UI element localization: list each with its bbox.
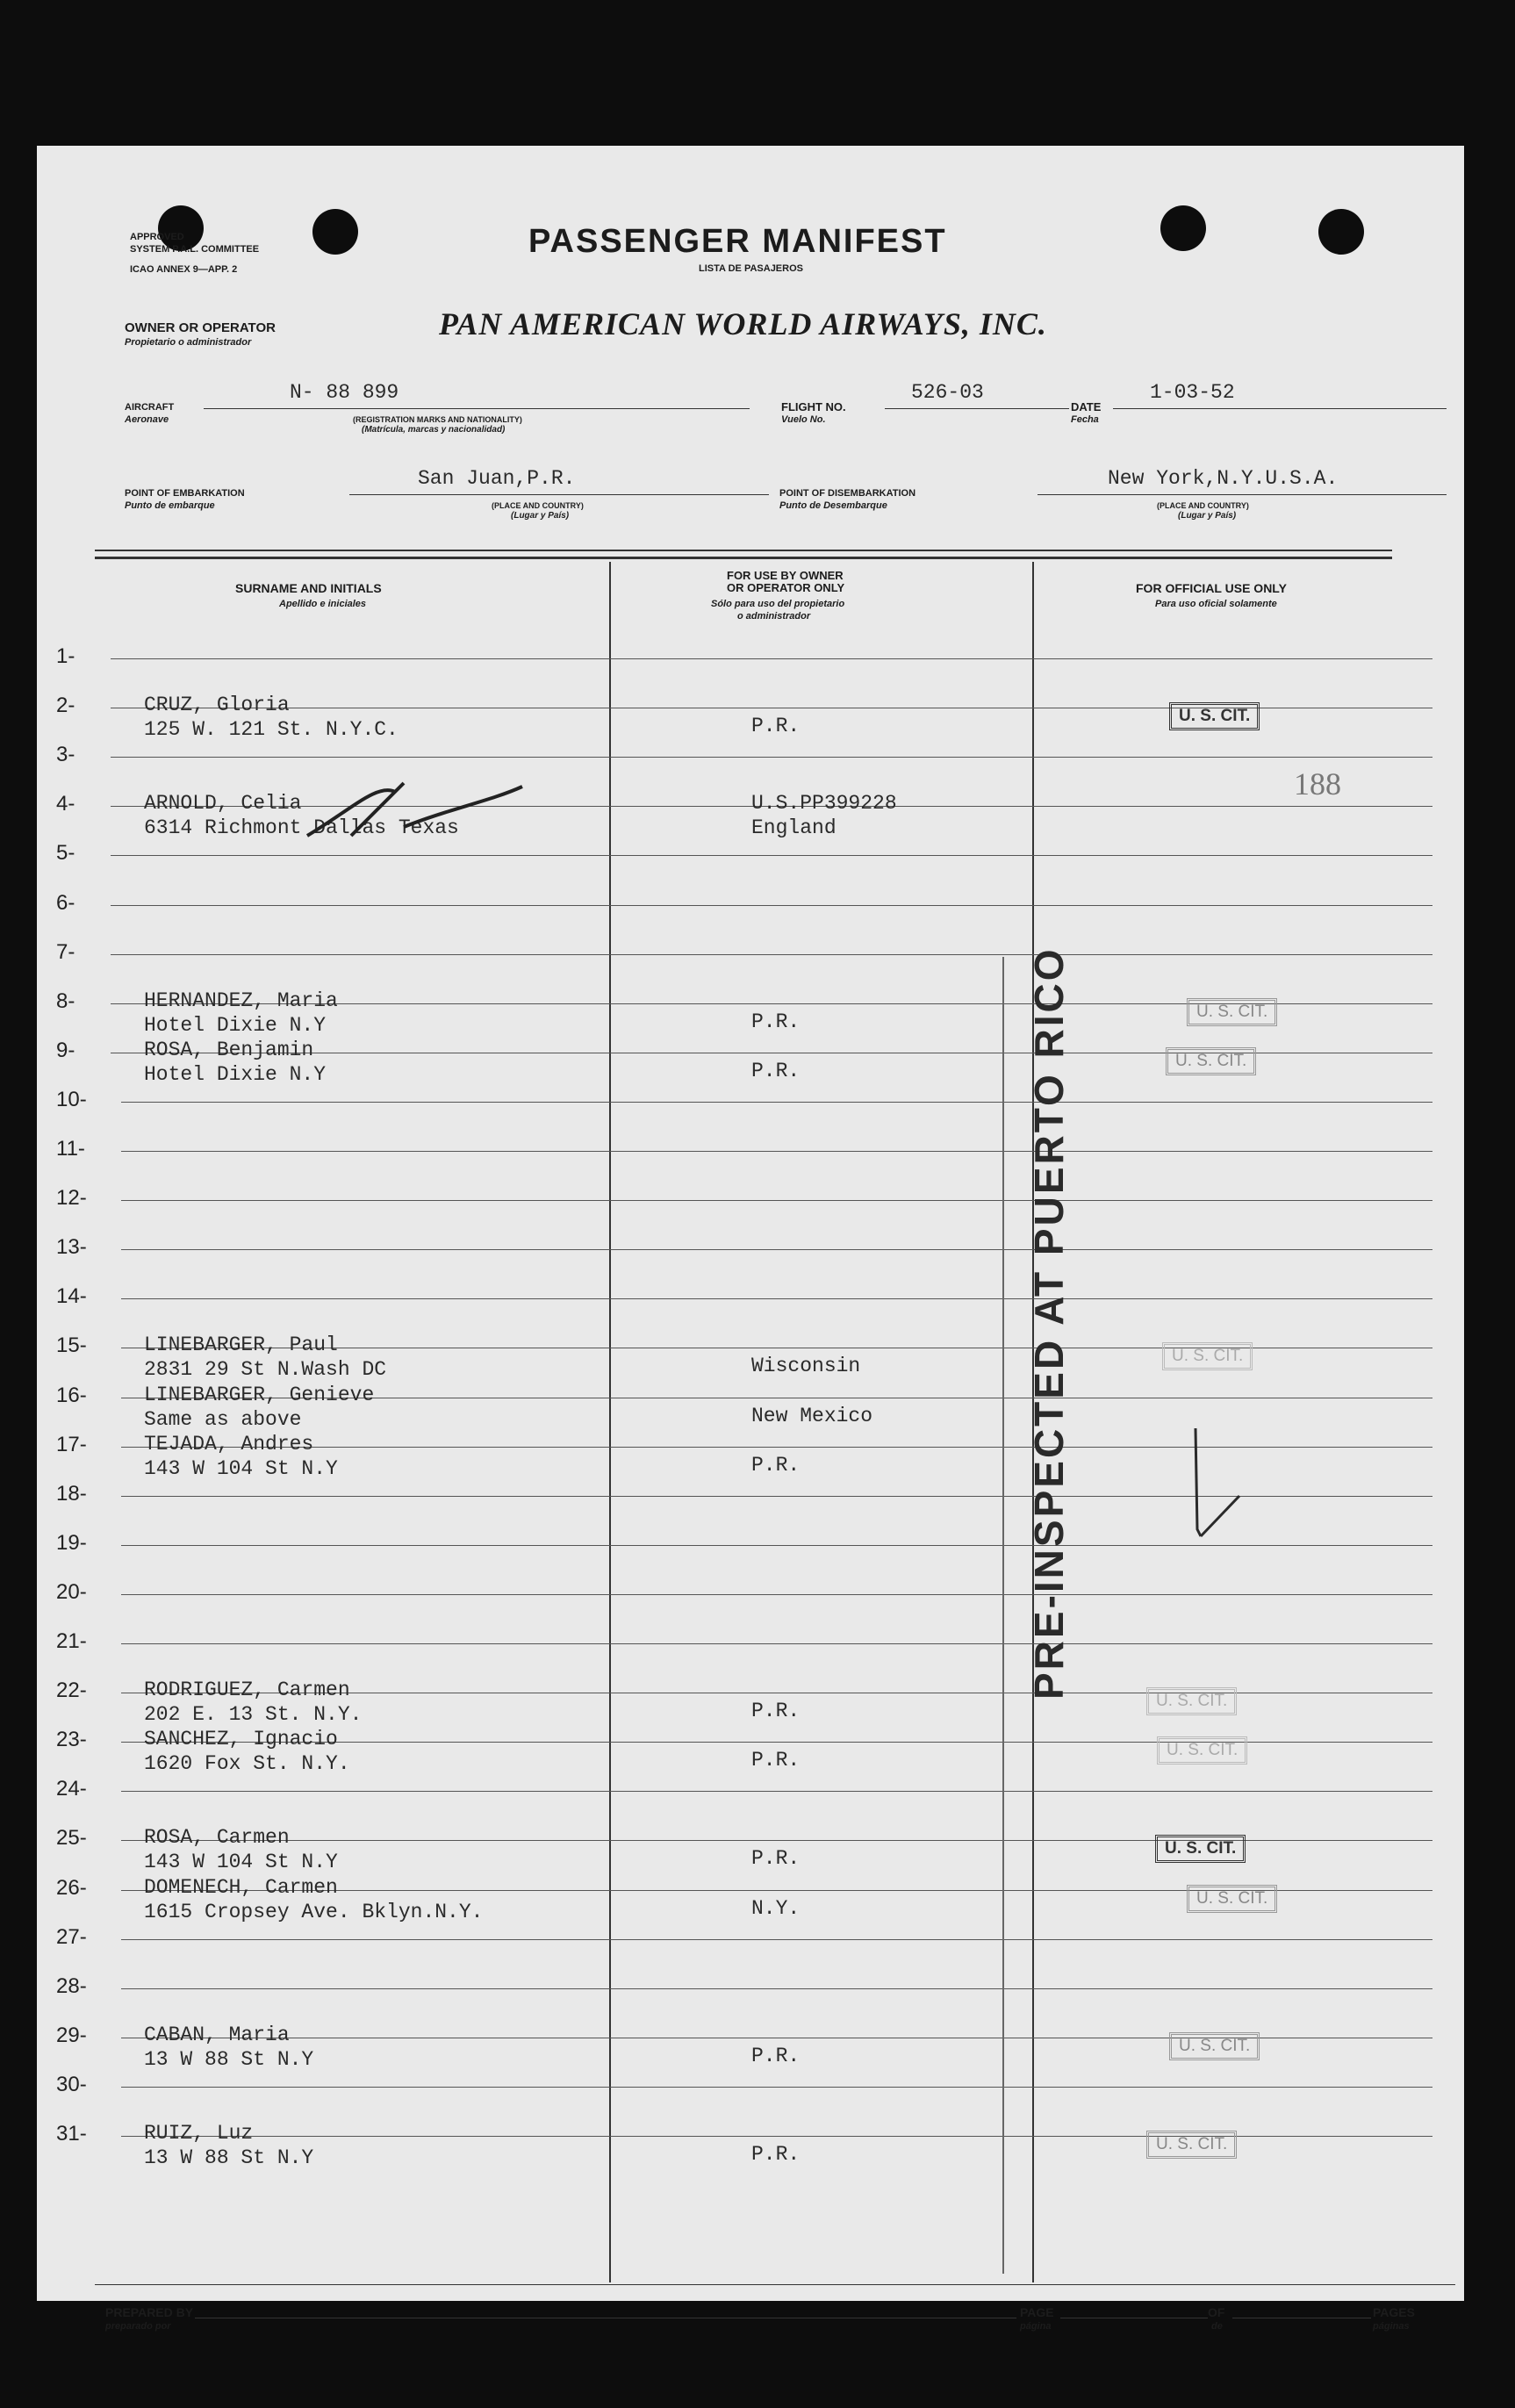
handwritten-number: 188: [1294, 766, 1341, 801]
row-number: 19-: [56, 1531, 87, 1555]
date-line: [1113, 408, 1447, 409]
pre-inspected-stamp: PRE-INSPECTED AT PUERTO RICO: [1026, 946, 1072, 1700]
strike-mark: [298, 774, 527, 845]
passenger-address: 125 W. 121 St. N.Y.C.: [144, 718, 398, 741]
footer-rule: [95, 2284, 1455, 2285]
row-number: 21-: [56, 1629, 87, 1653]
row-number: 30-: [56, 2073, 87, 2096]
disembark-place-sub: (Lugar y País): [1178, 511, 1237, 521]
row-number: 18-: [56, 1482, 87, 1506]
aircraft-sub: Aeronave: [125, 414, 169, 425]
row-number: 25-: [56, 1826, 87, 1850]
page-label: PAGE: [1020, 2305, 1054, 2319]
column-owner-sub: Sólo para uso del propietario: [711, 599, 845, 609]
row-number: 2-: [56, 694, 75, 717]
date-label: DATE: [1071, 400, 1102, 413]
passenger-address: 1615 Cropsey Ave. Bklyn.N.Y.: [144, 1901, 484, 1923]
owner-use-entry: P.R.: [751, 1454, 801, 1477]
owner-use-entry: P.R.: [751, 1700, 801, 1722]
row-number: 14-: [56, 1284, 87, 1308]
registration-sub: (Matrícula, marcas y nacionalidad): [362, 425, 506, 435]
column-owner-header: FOR USE BY OWNER: [727, 569, 844, 582]
embark-value: San Juan,P.R.: [418, 467, 576, 490]
us-citizen-stamp: U. S. CIT.: [1146, 2131, 1237, 2159]
passenger-address: 1620 Fox St. N.Y.: [144, 1752, 350, 1775]
us-citizen-stamp: U. S. CIT.: [1187, 1885, 1277, 1913]
passenger-name: LINEBARGER, Genieve: [144, 1384, 375, 1406]
table-top-rule: [95, 557, 1392, 559]
passenger-name: RUIZ, Luz: [144, 2122, 254, 2145]
passenger-name: DOMENECH, Carmen: [144, 1876, 338, 1899]
punch-hole: [1160, 205, 1206, 251]
us-citizen-stamp: U. S. CIT.: [1146, 1687, 1237, 1715]
row-line: [111, 855, 1432, 856]
column-divider: [609, 562, 611, 2282]
passenger-address: 13 W 88 St N.Y: [144, 2048, 314, 2071]
embark-place-sub: (Lugar y País): [511, 511, 570, 521]
owner-use-entry: P.R.: [751, 1749, 801, 1772]
row-line: [121, 1594, 1432, 1595]
table-top-rule: [95, 550, 1392, 551]
us-citizen-stamp: U. S. CIT.: [1187, 998, 1277, 1026]
embark-sub: Punto de embarque: [125, 500, 215, 511]
passenger-address: 2831 29 St N.Wash DC: [144, 1358, 387, 1381]
date-sub: Fecha: [1071, 414, 1099, 425]
passenger-address: 143 W 104 St N.Y: [144, 1851, 338, 1873]
disembark-label: POINT OF DISEMBARKATION: [779, 488, 916, 499]
flight-label: FLIGHT NO.: [781, 400, 846, 413]
row-number: 29-: [56, 2023, 87, 2047]
owner-use-entry: New Mexico: [751, 1405, 873, 1427]
of-sub: de: [1211, 2321, 1223, 2332]
owner-value: PAN AMERICAN WORLD AIRWAYS, INC.: [439, 306, 1047, 341]
disembark-value: New York,N.Y.U.S.A.: [1108, 467, 1339, 490]
row-number: 8-: [56, 989, 75, 1013]
row-number: 26-: [56, 1876, 87, 1900]
row-line: [121, 1249, 1432, 1250]
passenger-name: ROSA, Carmen: [144, 1826, 290, 1849]
row-number: 9-: [56, 1039, 75, 1062]
embark-place-label: (PLACE AND COUNTRY): [492, 501, 584, 510]
row-line: [121, 1200, 1432, 1201]
passenger-address: Same as above: [144, 1408, 302, 1431]
us-citizen-stamp: U. S. CIT.: [1169, 2032, 1260, 2060]
page-subtitle: LISTA DE PASAJEROS: [699, 263, 803, 274]
owner-use-entry: England: [751, 816, 836, 839]
row-number: 31-: [56, 2122, 87, 2146]
embark-line: [349, 494, 769, 495]
of-label: OF: [1208, 2305, 1225, 2319]
approval-line: SYSTEM P.A.L. COMMITTEE: [130, 244, 260, 255]
column-owner-header: OR OPERATOR ONLY: [727, 581, 845, 594]
passenger-name: LINEBARGER, Paul: [144, 1333, 338, 1356]
row-line: [111, 905, 1432, 906]
row-number: 22-: [56, 1678, 87, 1702]
row-number: 20-: [56, 1580, 87, 1604]
us-citizen-stamp: U. S. CIT.: [1166, 1047, 1256, 1075]
us-citizen-stamp: U. S. CIT.: [1162, 1342, 1253, 1370]
disembark-sub: Punto de Desembarque: [779, 500, 887, 511]
flight-sub: Vuelo No.: [781, 414, 826, 425]
pages-sub: páginas: [1373, 2321, 1410, 2332]
row-number: 16-: [56, 1384, 87, 1407]
punch-hole: [1318, 209, 1364, 255]
approval-line: APPROVED: [130, 232, 184, 242]
row-line: [121, 1102, 1432, 1103]
owner-use-entry: P.R.: [751, 1010, 801, 1033]
punch-hole: [312, 209, 358, 255]
owner-sub: Propietario o administrador: [125, 337, 252, 348]
row-line: [121, 1298, 1432, 1299]
passenger-address: 202 E. 13 St. N.Y.: [144, 1703, 363, 1726]
passenger-name: ARNOLD, Celia: [144, 792, 302, 815]
owner-use-entry: P.R.: [751, 2143, 801, 2166]
us-citizen-stamp: U. S. CIT.: [1157, 1736, 1247, 1765]
owner-label: OWNER OR OPERATOR: [125, 320, 276, 335]
row-line: [111, 658, 1432, 659]
pages-label: PAGES: [1373, 2305, 1415, 2319]
page-title: PASSENGER MANIFEST: [528, 223, 947, 260]
owner-use-entry: P.R.: [751, 1060, 801, 1082]
owner-use-entry: P.R.: [751, 715, 801, 737]
row-number: 5-: [56, 841, 75, 865]
row-line: [121, 1643, 1432, 1644]
flight-value: 526-03: [911, 381, 984, 404]
checkmark: [1187, 1424, 1257, 1556]
row-line: [121, 2087, 1432, 2088]
passenger-name: HERNANDEZ, Maria: [144, 989, 338, 1012]
row-number: 7-: [56, 940, 75, 964]
passenger-address: 143 W 104 St N.Y: [144, 1457, 338, 1480]
owner-use-entry: U.S.PP399228: [751, 792, 897, 815]
embark-label: POINT OF EMBARKATION: [125, 488, 245, 499]
row-line: [111, 757, 1432, 758]
us-citizen-stamp: U. S. CIT.: [1155, 1835, 1246, 1863]
row-line: [121, 1939, 1432, 1940]
passenger-name: TEJADA, Andres: [144, 1433, 314, 1456]
row-number: 13-: [56, 1235, 87, 1259]
row-number: 27-: [56, 1925, 87, 1949]
disembark-line: [1038, 494, 1447, 495]
owner-use-entry: Wisconsin: [751, 1355, 861, 1377]
prepared-label: PREPARED BY: [105, 2305, 194, 2319]
row-line: [121, 1988, 1432, 1989]
row-line: [121, 1791, 1432, 1792]
row-number: 11-: [56, 1137, 85, 1161]
owner-use-entry: P.R.: [751, 2045, 801, 2067]
row-number: 17-: [56, 1433, 87, 1456]
flight-line: [885, 408, 1069, 409]
column-official-sub: Para uso oficial solamente: [1155, 599, 1277, 609]
row-number: 6-: [56, 891, 75, 915]
column-surname-header: SURNAME AND INITIALS: [235, 581, 382, 595]
page-sub: página: [1020, 2321, 1052, 2332]
row-number: 15-: [56, 1333, 87, 1357]
row-number: 10-: [56, 1088, 87, 1111]
disembark-place-label: (PLACE AND COUNTRY): [1157, 501, 1249, 510]
registration-label: (REGISTRATION MARKS AND NATIONALITY): [353, 415, 522, 424]
owner-use-entry: P.R.: [751, 1847, 801, 1870]
passenger-name: SANCHEZ, Ignacio: [144, 1728, 338, 1750]
owner-use-entry: N.Y.: [751, 1897, 801, 1920]
row-number: 24-: [56, 1777, 87, 1801]
date-value: 1-03-52: [1150, 381, 1235, 404]
column-surname-sub: Apellido e iniciales: [279, 599, 367, 609]
passenger-address: 6314 Richmont Dallas Texas: [144, 816, 459, 839]
aircraft-value: N- 88 899: [290, 381, 399, 404]
passenger-name: RODRIGUEZ, Carmen: [144, 1678, 350, 1701]
row-number: 1-: [56, 644, 75, 668]
pencil-line: [1002, 957, 1004, 2274]
row-line: [111, 954, 1432, 955]
row-number: 3-: [56, 743, 75, 766]
row-number: 28-: [56, 1974, 87, 1998]
prepared-sub: preparado por: [105, 2321, 171, 2332]
passenger-address: Hotel Dixie N.Y: [144, 1063, 327, 1086]
aircraft-line: [204, 408, 750, 409]
approval-line: ICAO ANNEX 9—APP. 2: [130, 264, 238, 275]
passenger-address: 13 W 88 St N.Y: [144, 2146, 314, 2169]
row-number: 4-: [56, 792, 75, 816]
aircraft-label: AIRCRAFT: [125, 402, 175, 413]
passenger-name: CABAN, Maria: [144, 2023, 290, 2046]
row-line: [121, 1151, 1432, 1152]
column-owner-sub: o administrador: [737, 611, 811, 622]
column-official-header: FOR OFFICIAL USE ONLY: [1136, 581, 1287, 595]
us-citizen-stamp: U. S. CIT.: [1169, 702, 1260, 730]
passenger-address: Hotel Dixie N.Y: [144, 1014, 327, 1037]
row-number: 23-: [56, 1728, 87, 1751]
passenger-name: ROSA, Benjamin: [144, 1039, 314, 1061]
row-number: 12-: [56, 1186, 87, 1210]
passenger-name: CRUZ, Gloria: [144, 694, 290, 716]
